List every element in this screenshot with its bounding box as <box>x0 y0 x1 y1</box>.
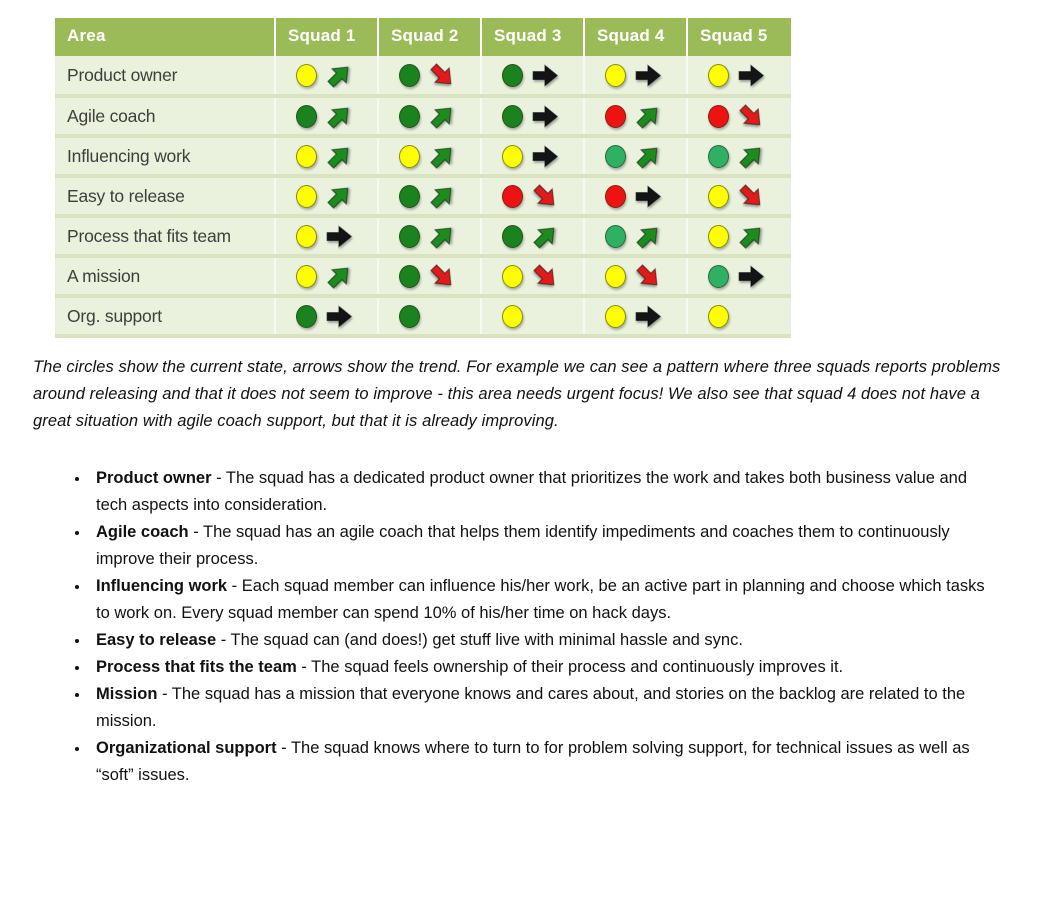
trend-up-arrow-icon <box>732 137 770 175</box>
red-status-circle-icon <box>708 105 729 128</box>
status-cell <box>584 56 687 96</box>
status-cell <box>584 96 687 136</box>
squad-column-header: Squad 4 <box>584 18 687 56</box>
status-cell <box>275 96 378 136</box>
status-cell <box>687 216 791 256</box>
legend-item: • Influencing work - Each squad member can influence his/her work, be an active part in planning and choose which tasks to work on. Every squad member can spend 10% of his/her time on hack days. <box>90 573 995 627</box>
emerald-status-circle-icon <box>708 145 729 168</box>
status-cell <box>481 136 584 176</box>
squad-column-header: Squad 5 <box>687 18 791 56</box>
red-status-circle-icon <box>605 185 626 208</box>
green-status-circle-icon <box>399 265 420 288</box>
legend-term: Mission <box>96 685 158 703</box>
yellow-status-circle-icon <box>399 145 420 168</box>
status-cell <box>584 256 687 296</box>
yellow-status-circle-icon <box>296 265 317 288</box>
yellow-status-circle-icon <box>708 225 729 248</box>
area-label: Process that fits team <box>55 216 275 256</box>
legend-item: • Organizational support - The squad knows where to turn to for problem solving support, for technical issues as well as “soft” issues. <box>90 735 995 789</box>
trend-up-arrow-icon <box>732 217 770 255</box>
trend-down-arrow-icon <box>732 97 770 135</box>
green-status-circle-icon <box>399 105 420 128</box>
status-cell <box>481 216 584 256</box>
trend-up-arrow-icon <box>320 257 358 295</box>
status-cell <box>687 176 791 216</box>
trend-down-arrow-icon <box>526 257 564 295</box>
status-cell <box>378 296 481 336</box>
trend-up-arrow-icon <box>423 137 461 175</box>
status-cell <box>378 56 481 96</box>
squad-column-header: Squad 2 <box>378 18 481 56</box>
trend-up-arrow-icon <box>629 217 667 255</box>
green-status-circle-icon <box>399 225 420 248</box>
legend-item: • Process that fits the team - The squad feels ownership of their process and continuously improves it. <box>90 654 995 681</box>
trend-down-arrow-icon <box>423 257 461 295</box>
status-cell <box>378 136 481 176</box>
trend-flat-arrow-icon <box>326 223 353 250</box>
trend-up-arrow-icon <box>320 97 358 135</box>
legend-term: Easy to release <box>96 631 217 649</box>
status-cell <box>481 176 584 216</box>
trend-flat-arrow-icon <box>326 303 353 330</box>
yellow-status-circle-icon <box>502 145 523 168</box>
status-cell <box>481 296 584 336</box>
legend-item: • Mission - The squad has a mission that everyone knows and cares about, and stories on the backlog are related to the mission. <box>90 681 995 735</box>
status-cell <box>584 296 687 336</box>
yellow-status-circle-icon <box>296 145 317 168</box>
yellow-status-circle-icon <box>605 305 626 328</box>
status-cell <box>378 96 481 136</box>
status-cell <box>687 256 791 296</box>
status-cell <box>378 256 481 296</box>
table-row <box>55 176 791 216</box>
area-label: A mission <box>55 256 275 296</box>
yellow-status-circle-icon <box>708 185 729 208</box>
status-cell <box>584 216 687 256</box>
trend-up-arrow-icon <box>320 177 358 215</box>
status-cell <box>275 136 378 176</box>
area-label: Easy to release <box>55 176 275 216</box>
green-status-circle-icon <box>502 225 523 248</box>
health-check-table <box>55 18 791 338</box>
legend-term: Process that fits the team <box>96 658 297 676</box>
trend-up-arrow-icon <box>423 97 461 135</box>
trend-flat-arrow-icon <box>532 143 559 170</box>
squad-column-header: Squad 3 <box>481 18 584 56</box>
header-row <box>55 18 791 56</box>
red-status-circle-icon <box>605 105 626 128</box>
status-cell <box>584 176 687 216</box>
status-cell <box>378 176 481 216</box>
table-header <box>55 18 791 56</box>
emerald-status-circle-icon <box>605 225 626 248</box>
area-label: Product owner <box>55 56 275 96</box>
trend-flat-arrow-icon <box>635 62 662 89</box>
trend-flat-arrow-icon <box>635 303 662 330</box>
trend-up-arrow-icon <box>320 137 358 175</box>
yellow-status-circle-icon <box>296 185 317 208</box>
status-cell <box>275 256 378 296</box>
status-cell <box>275 56 378 96</box>
trend-down-arrow-icon <box>423 56 461 94</box>
table-body <box>55 56 791 336</box>
status-cell <box>481 56 584 96</box>
yellow-status-circle-icon <box>708 64 729 87</box>
yellow-status-circle-icon <box>605 64 626 87</box>
trend-down-arrow-icon <box>629 257 667 295</box>
trend-up-arrow-icon <box>629 97 667 135</box>
trend-down-arrow-icon <box>732 177 770 215</box>
trend-up-arrow-icon <box>629 137 667 175</box>
status-cell <box>481 96 584 136</box>
trend-flat-arrow-icon <box>532 103 559 130</box>
legend-item: • Product owner - The squad has a dedicated product owner that prioritizes the work and takes both business value and tech aspects into consideration. <box>90 465 995 519</box>
trend-up-arrow-icon <box>423 217 461 255</box>
status-cell <box>687 96 791 136</box>
green-status-circle-icon <box>399 185 420 208</box>
yellow-status-circle-icon <box>502 265 523 288</box>
status-cell <box>584 136 687 176</box>
yellow-status-circle-icon <box>296 225 317 248</box>
status-cell <box>275 176 378 216</box>
trend-flat-arrow-icon <box>738 62 765 89</box>
table-row <box>55 216 791 256</box>
legend-term: Influencing work <box>96 577 228 595</box>
trend-flat-arrow-icon <box>738 263 765 290</box>
status-cell <box>378 216 481 256</box>
status-cell <box>275 296 378 336</box>
emerald-status-circle-icon <box>708 265 729 288</box>
trend-up-arrow-icon <box>320 56 358 94</box>
green-status-circle-icon <box>399 64 420 87</box>
status-cell <box>481 256 584 296</box>
green-status-circle-icon <box>502 64 523 87</box>
status-cell <box>687 56 791 96</box>
trend-up-arrow-icon <box>423 177 461 215</box>
legend-list <box>90 465 995 789</box>
yellow-status-circle-icon <box>296 64 317 87</box>
yellow-status-circle-icon <box>502 305 523 328</box>
legend-item: • Agile coach - The squad has an agile coach that helps them identify impediments and coaches them to continuously improve their process. <box>90 519 995 573</box>
green-status-circle-icon <box>399 305 420 328</box>
legend-term: Organizational support <box>96 739 277 757</box>
yellow-status-circle-icon <box>708 305 729 328</box>
table-row <box>55 56 791 96</box>
area-column-header: Area <box>55 18 275 56</box>
trend-up-arrow-icon <box>526 217 564 255</box>
green-status-circle-icon <box>502 105 523 128</box>
green-status-circle-icon <box>296 305 317 328</box>
table-row <box>55 96 791 136</box>
area-label: Agile coach <box>55 96 275 136</box>
green-status-circle-icon <box>296 105 317 128</box>
yellow-status-circle-icon <box>605 265 626 288</box>
squad-column-header: Squad 1 <box>275 18 378 56</box>
area-label: Org. support <box>55 296 275 336</box>
caption-paragraph: The circles show the current state, arrows show the trend. For example we can see a pattern where three squads reports problems around releasing and that it does not seem to improve - this area needs urgent focus! We also see that squad 4 does not have a great situation with agile coach support, but that it is already improving. <box>33 358 1001 430</box>
area-label: Influencing work <box>55 136 275 176</box>
trend-flat-arrow-icon <box>532 62 559 89</box>
status-cell <box>687 296 791 336</box>
trend-down-arrow-icon <box>526 177 564 215</box>
red-status-circle-icon <box>502 185 523 208</box>
legend-term: Agile coach <box>96 523 189 541</box>
emerald-status-circle-icon <box>605 145 626 168</box>
trend-flat-arrow-icon <box>635 183 662 210</box>
table-row <box>55 136 791 176</box>
table-row <box>55 256 791 296</box>
table-row <box>55 296 791 336</box>
status-cell <box>275 216 378 256</box>
legend-term: Product owner <box>96 469 212 487</box>
legend-item: • Easy to release - The squad can (and does!) get stuff live with minimal hassle and sync. <box>90 627 995 654</box>
status-cell <box>687 136 791 176</box>
